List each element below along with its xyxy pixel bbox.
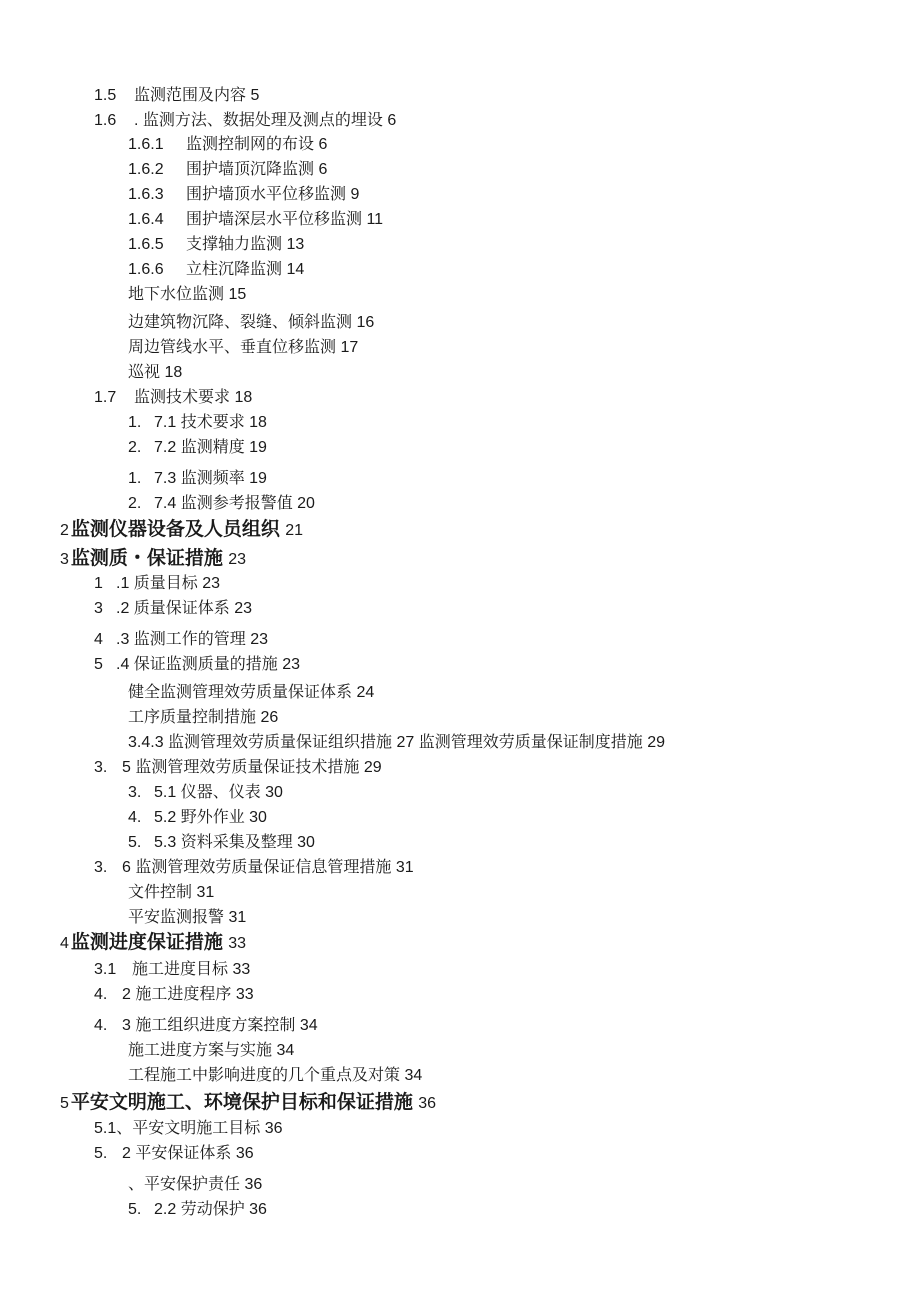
toc-entry-number: 5 (60, 1095, 69, 1112)
toc-entry[interactable] (128, 1175, 262, 1195)
toc-entry-page-number: 30 (249, 809, 267, 826)
toc-entry[interactable] (128, 683, 374, 703)
toc-entry[interactable] (128, 1200, 267, 1220)
toc-entry[interactable] (128, 235, 304, 255)
toc-entry-number: 1.7 (94, 389, 117, 406)
toc-entry[interactable] (128, 338, 358, 358)
toc-entry-number: 4. (128, 809, 142, 826)
toc-entry[interactable] (94, 655, 300, 675)
toc-entry-page-number: 31 (228, 909, 247, 926)
toc-entry[interactable] (94, 574, 220, 594)
toc-entry-title: 围护墙深层水平位移监测 (186, 211, 363, 228)
toc-entry-page-number: 23 (282, 656, 301, 673)
toc-entry[interactable] (94, 630, 268, 650)
toc-entry-page-number: 19 (249, 470, 267, 487)
toc-entry-title: 巡视 (128, 364, 161, 381)
toc-entry[interactable] (94, 86, 259, 106)
toc-entry-title: 6 监测管理效劳质量保证信息管理措施 (122, 859, 392, 876)
toc-entry-page-number: 13 (286, 236, 305, 253)
toc-entry-page-number: 34 (276, 1042, 295, 1059)
toc-entry-page-number: 18 (164, 364, 183, 381)
toc-entry-page-number: 21 (285, 522, 303, 539)
toc-entry-number: 3 (60, 551, 69, 568)
toc-entry[interactable] (128, 469, 267, 489)
toc-entry-title: . 监测方法、数据处理及测点的埋设 (134, 112, 383, 129)
toc-entry-page-number: 26 (260, 709, 279, 726)
toc-entry[interactable] (94, 1016, 318, 1036)
toc-entry[interactable] (94, 858, 414, 878)
toc-entry-title: 5.2 野外作业 (154, 809, 245, 826)
toc-entry-title: 3 施工组织进度方案控制 (122, 1017, 296, 1034)
toc-entry-title: 监测质・保证措施 (70, 548, 223, 569)
toc-entry-title: 监测进度保证措施 (70, 932, 223, 953)
toc-entry[interactable] (94, 388, 252, 408)
toc-entry-title: 监测仪器设备及人员组织 (70, 519, 280, 540)
toc-entry[interactable] (128, 438, 267, 458)
toc-entry[interactable] (60, 1091, 436, 1116)
toc-entry-number: 2. (128, 495, 142, 512)
toc-entry[interactable] (94, 960, 250, 980)
toc-entry[interactable] (128, 135, 327, 155)
toc-entry-title: 7.1 技术要求 (154, 414, 245, 431)
toc-entry-page-number: 34 (404, 1067, 423, 1084)
toc-entry-number: 5. (128, 834, 142, 851)
toc-entry-number: 1.6.4 (128, 211, 164, 228)
toc-entry-number: 1.6.5 (128, 236, 164, 253)
toc-entry[interactable] (128, 808, 267, 828)
toc-entry-page-number: 9 (350, 186, 360, 203)
toc-entry-title: 支撑轴力监测 (186, 236, 283, 253)
toc-entry-page-number: 5 (250, 87, 260, 104)
toc-entry-title: 健全监测管理效劳质量保证体系 (128, 684, 353, 701)
toc-entry-number: 3 (94, 600, 103, 617)
toc-entry-title: 5 监测管理效劳质量保证技术措施 (122, 759, 360, 776)
toc-entry-title: 监测控制网的布设 (186, 136, 315, 153)
toc-entry[interactable] (128, 494, 315, 514)
toc-entry-page-number: 18 (249, 414, 267, 431)
toc-entry[interactable] (128, 160, 327, 180)
toc-entry-title: .2 质量保证体系 (116, 600, 230, 617)
toc-entry-page-number: 30 (297, 834, 315, 851)
toc-entry-page-number: 34 (299, 1017, 318, 1034)
toc-entry-title: 边建筑物沉降、裂缝、倾斜监测 (128, 314, 353, 331)
toc-entry[interactable] (128, 260, 304, 280)
toc-entry-title: .4 保证监测质量的措施 (116, 656, 278, 673)
toc-entry[interactable] (128, 908, 246, 928)
toc-entry-number: 4. (94, 1017, 108, 1034)
toc-entry-title: 工序质量控制措施 (128, 709, 257, 726)
toc-entry-page-number: 14 (286, 261, 305, 278)
toc-entry-page-number: 19 (249, 439, 267, 456)
toc-entry-title: .1 质量目标 (116, 575, 198, 592)
toc-entry[interactable] (128, 1066, 422, 1086)
toc-entry-number: 1.6.6 (128, 261, 164, 278)
toc-entry-page-number: 33 (228, 935, 246, 952)
toc-entry[interactable] (94, 1119, 283, 1139)
toc-entry[interactable] (60, 547, 246, 572)
toc-entry[interactable] (60, 518, 303, 543)
toc-entry-number: 2 (60, 522, 69, 539)
toc-entry-page-number: 16 (356, 314, 375, 331)
toc-entry-title: 7.4 监测参考报警值 (154, 495, 293, 512)
toc-entry[interactable] (94, 599, 252, 619)
toc-entry-title: 监测技术要求 (134, 389, 231, 406)
toc-entry-title: 平安监测报警 (128, 909, 225, 926)
toc-entry-page-number: 33 (235, 986, 254, 1003)
toc-entry-page-number: 23 (228, 551, 246, 568)
toc-entry-number: 1.6.3 (128, 186, 164, 203)
toc-entry-page-number: 6 (318, 161, 328, 178)
toc-entry[interactable] (128, 883, 214, 903)
toc-entry-page-number: 31 (395, 859, 414, 876)
toc-entry-title: 文件控制 (128, 884, 193, 901)
toc-entry-number: 3. (94, 759, 108, 776)
toc-entry-page-number: 23 (202, 575, 221, 592)
toc-entry[interactable] (128, 783, 283, 803)
toc-entry-title: 工程施工中影响进度的几个重点及对策 (128, 1067, 401, 1084)
toc-entry-page-number: 33 (232, 961, 251, 978)
toc-entry-number: 5. (128, 1201, 142, 1218)
toc-entry-page-number: 29 (363, 759, 382, 776)
toc-entry-number: 3. (94, 859, 108, 876)
toc-entry-page-number: 29 (647, 734, 665, 751)
toc-entry-title: 、平安保护责任 (128, 1176, 241, 1193)
toc-entry[interactable] (128, 1041, 294, 1061)
toc-entry-page-number: 15 (228, 286, 247, 303)
toc-entry-number: 1 (94, 575, 103, 592)
toc-entry-page-number: 23 (234, 600, 253, 617)
toc-entry-page-number: 6 (318, 136, 328, 153)
toc-entry-title: 围护墙顶水平位移监测 (186, 186, 347, 203)
toc-entry-number: 1. (128, 470, 142, 487)
toc-entry-page-number: 30 (265, 784, 283, 801)
toc-entry-number: 1. (128, 414, 142, 431)
toc-entry[interactable] (128, 413, 267, 433)
toc-entry-title: 2 施工进度程序 (122, 986, 232, 1003)
toc-entry-title: 施工进度目标 (132, 961, 229, 978)
toc-entry[interactable] (94, 758, 382, 778)
toc-entry-page-number: 6 (387, 112, 397, 129)
toc-entry-title: 2 平安保证体系 (122, 1145, 232, 1162)
toc-entry[interactable] (128, 833, 315, 853)
toc-entry[interactable] (94, 1144, 254, 1164)
toc-entry[interactable] (128, 733, 665, 753)
toc-entry-page-number: 36 (264, 1120, 283, 1137)
toc-entry-number: 5 (94, 656, 103, 673)
toc-entry-page-number: 24 (356, 684, 375, 701)
toc-entry-number: 4 (60, 935, 69, 952)
toc-entry-title: 5.1、平安文明施工目标 (94, 1120, 261, 1137)
toc-entry-number: 2. (128, 439, 142, 456)
toc-entry[interactable] (128, 363, 182, 383)
toc-entry[interactable] (128, 185, 359, 205)
toc-entry-number: 3.1 (94, 961, 117, 978)
toc-entry-title: 7.2 监测精度 (154, 439, 245, 456)
toc-entry-page-number: 11 (366, 211, 384, 228)
toc-entry-page-number: 36 (249, 1201, 267, 1218)
toc-entry-title: 周边管线水平、垂直位移监测 (128, 339, 337, 356)
toc-entry-page-number: 17 (340, 339, 359, 356)
toc-entry[interactable] (128, 313, 374, 333)
toc-entry-title: 平安文明施工、环境保护目标和保证措施 (70, 1092, 413, 1113)
toc-entry-title: .3 监测工作的管理 (116, 631, 246, 648)
toc-entry-number: 3. (128, 784, 142, 801)
toc-entry-title: 7.3 监测频率 (154, 470, 245, 487)
toc-entry-number: 1.6.2 (128, 161, 164, 178)
toc-entry-page-number: 36 (244, 1176, 263, 1193)
toc-entry[interactable] (94, 985, 254, 1005)
toc-entry-number: 1.5 (94, 87, 117, 104)
toc-entry-title: 监测范围及内容 (134, 87, 247, 104)
toc-entry-page-number: 20 (297, 495, 315, 512)
toc-entry-number: 4. (94, 986, 108, 1003)
toc-entry-page-number: 31 (196, 884, 215, 901)
toc-entry-page-number: 23 (250, 631, 269, 648)
toc-entry-title: 地下水位监测 (128, 286, 225, 303)
toc-entry-number: 5. (94, 1145, 108, 1162)
toc-entry-title: 3.4.3 监测管理效劳质量保证组织措施 27 监测管理效劳质量保证制度措施 (128, 734, 643, 751)
toc-entry-number: 1.6 (94, 112, 117, 129)
toc-entry[interactable] (94, 111, 396, 131)
toc-entry-page-number: 36 (418, 1095, 436, 1112)
toc-entry[interactable] (128, 210, 383, 230)
toc-entry-title: 围护墙顶沉降监测 (186, 161, 315, 178)
toc-entry-title: 5.3 资料采集及整理 (154, 834, 293, 851)
toc-entry-title: 5.1 仪器、仪表 (154, 784, 261, 801)
toc-entry-page-number: 36 (235, 1145, 254, 1162)
toc-entry-title: 2.2 劳动保护 (154, 1201, 245, 1218)
toc-entry-number: 1.6.1 (128, 136, 164, 153)
toc-entry[interactable] (60, 931, 246, 956)
toc-entry-number: 4 (94, 631, 103, 648)
toc-entry[interactable] (128, 708, 278, 728)
toc-entry[interactable] (128, 285, 246, 305)
toc-entry-title: 施工进度方案与实施 (128, 1042, 273, 1059)
toc-entry-page-number: 18 (234, 389, 253, 406)
toc-entry-title: 立柱沉降监测 (186, 261, 283, 278)
